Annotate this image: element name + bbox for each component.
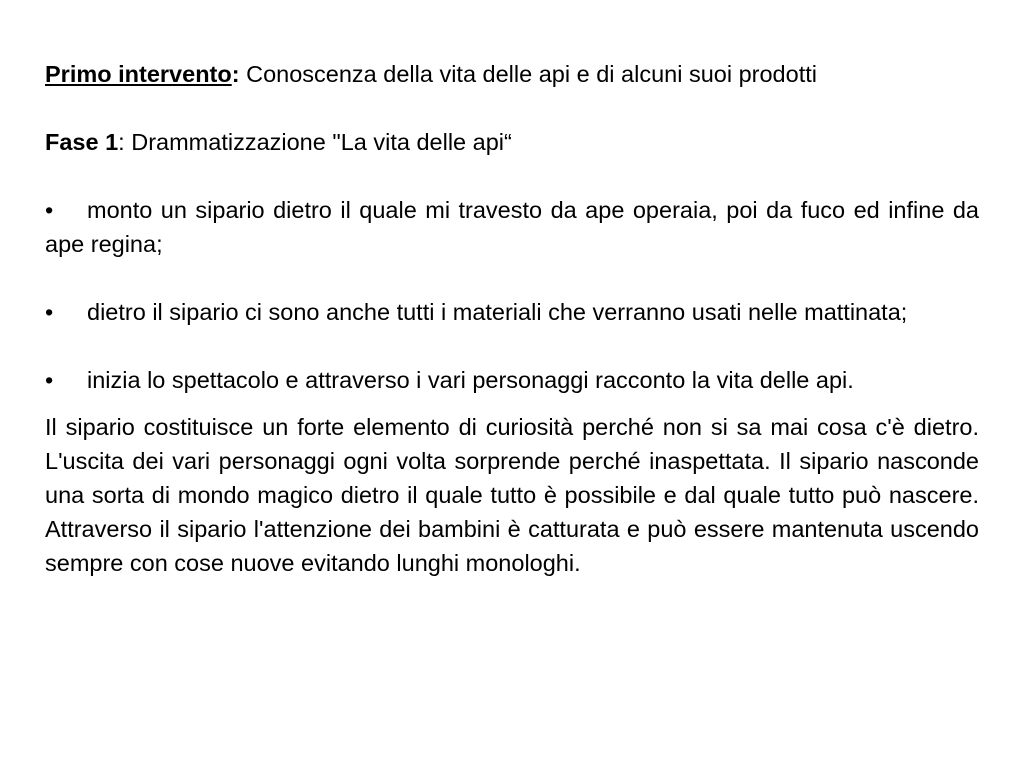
intervention-title: Conoscenza della vita delle api e di alcuni suoi prodotti (239, 61, 817, 87)
spacer (45, 261, 979, 295)
bullet-icon: • (45, 299, 54, 325)
spacer (45, 329, 979, 363)
spacer (45, 159, 979, 193)
phase-label: Fase 1 (45, 129, 119, 155)
bullet-item-1 (45, 193, 979, 261)
spacer (45, 91, 979, 125)
phase-title: : Drammatizzazione "La vita delle api“ (118, 129, 512, 155)
bullet-item-2 (45, 295, 979, 329)
intervention-heading (45, 57, 979, 91)
intervention-colon: : (231, 61, 240, 87)
bullet-icon: • (45, 367, 54, 393)
slide-content (45, 57, 979, 580)
intervention-label: Primo intervento (45, 61, 232, 87)
bullet-text: inizia lo spettacolo e attraverso i vari personaggi racconto la vita delle api. (87, 367, 854, 393)
bullet-text: dietro il sipario ci sono anche tutti i materiali che verranno usati nelle mattinata; (87, 299, 908, 325)
bullet-text: monto un sipario dietro il quale mi travesto da ape operaia, poi da fuco ed infine da ape regina; (45, 197, 979, 257)
bullet-item-3 (45, 363, 979, 397)
bullet-icon: • (45, 197, 54, 223)
phase-heading (45, 125, 979, 159)
closing-paragraph: Il sipario costituisce un forte elemento di curiosità perché non si sa mai cosa c'è dietro. L'uscita dei vari personaggi ogni volta sorprende perché inaspettata. Il sipario nasconde una sorta di mondo magico dietro il quale tutto è possibile e dal quale tutto può nascere. Attraverso il sipario l'attenzione dei bambini è catturata e può essere mantenuta uscendo sempre con cose nuove evitando lunghi monologhi. (45, 414, 979, 576)
